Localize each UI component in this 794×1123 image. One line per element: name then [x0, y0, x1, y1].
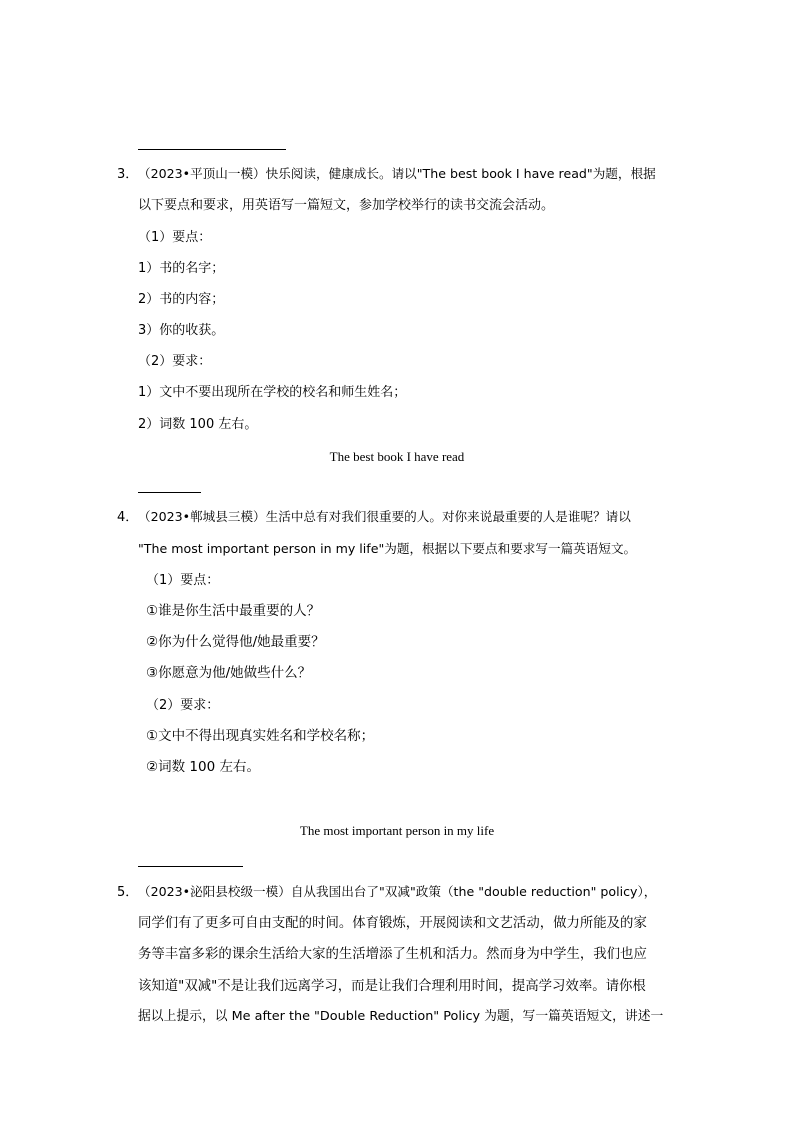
- requirements-heading: （2）要求：: [146, 698, 220, 713]
- points-heading: （1）要点：: [138, 230, 212, 245]
- requirements-heading: （2）要求：: [138, 354, 212, 369]
- point-item: ②你为什么觉得他/她最重要？: [146, 634, 325, 650]
- requirement-item: ①文中不得出现真实姓名和学校名称；: [146, 728, 375, 744]
- point-item: ①谁是你生活中最重要的人？: [146, 603, 321, 619]
- question-text-line: （2023•泌阳县校级一模）自从我国出台了"双减"政策（the "double reduction" policy），: [138, 884, 657, 899]
- point-item: 1）书的名字；: [138, 261, 225, 276]
- answer-line: [138, 492, 201, 493]
- essay-title: The most important person in my life: [299, 823, 495, 838]
- question-number: 3．: [117, 167, 139, 182]
- question-text-line: 据以上提示，以 Me after the "Double Reduction" Policy 为题，写一篇英语短文，讲述一: [138, 1009, 664, 1024]
- requirement-item: 1）文中不要出现所在学校的校名和师生姓名；: [138, 385, 407, 400]
- answer-line: [138, 149, 286, 150]
- question-text-line: （2023•郸城县三模）生活中总有对我们很重要的人。对你来说最重要的人是谁呢？请以: [138, 509, 631, 524]
- point-item: 3）你的收获。: [138, 323, 225, 338]
- point-item: ③你愿意为他/她做些什么？: [146, 665, 312, 681]
- requirement-item: ②词数 100 左右。: [146, 759, 260, 775]
- question-text-line: 同学们有了更多可自由支配的时间。体育锻炼，开展阅读和文艺活动，做力所能及的家: [138, 916, 647, 931]
- question-text-line: （2023•平顶山一模）快乐阅读，健康成长。请以"The best book I have read"为题，根据: [138, 166, 656, 181]
- question-text-line: 务等丰富多彩的课余生活给大家的生活增添了生机和活力。然而身为中学生，我们也应: [138, 947, 647, 962]
- question-number: 5．: [117, 885, 139, 900]
- question-text-line: 该知道"双减"不是让我们远离学习，而是让我们合理利用时间，提高学习效率。请你根: [138, 979, 646, 994]
- point-item: 2）书的内容；: [138, 292, 225, 307]
- answer-line: [138, 866, 243, 867]
- points-heading: （1）要点：: [146, 573, 220, 588]
- question-text-line: "The most important person in my life"为题，根据以下要点和要求写一篇英语短文。: [138, 541, 637, 556]
- question-text-line: 以下要点和要求，用英语写一篇短文，参加学校举行的读书交流会活动。: [138, 198, 555, 213]
- question-number: 4．: [117, 510, 139, 525]
- requirement-item: 2）词数 100 左右。: [138, 417, 258, 432]
- essay-title: The best book I have read: [329, 449, 465, 464]
